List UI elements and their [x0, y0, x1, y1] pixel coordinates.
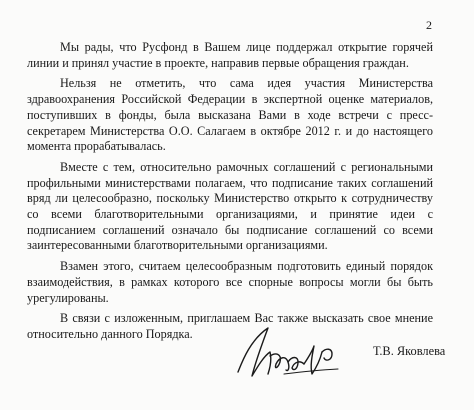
paragraph-invitation: В связи с изложенным, приглашаем Вас также высказать свое мнение относительно данного Порядка. [27, 311, 433, 341]
handwritten-signature [228, 322, 348, 382]
letter-body [27, 40, 433, 348]
paragraph-hotline: Мы рады, что Русфонд в Вашем лице поддержал открытие горячей линии и принял участие в проекте, направив первые обращения граждан. [27, 40, 433, 70]
paragraph-expert-review: Нельзя не отметить, что сама идея участия Министерства здравоохранения Российской Федерации в экспертной оценке материалов, поступивших в фонды, была высказана Вами в ходе встречи с пресс-секретарем Министерства О.О. Салагаем в октябре 2012 г. и до настоящего момента прорабатывалась. [27, 76, 433, 154]
paragraph-framework-agreements: Вместе с тем, относительно рамочных соглашений с региональными профильными министерствами полагаем, что подписание таких соглашений вряд ли целесообразно, поскольку Министерство открыто к сотрудничеству со всеми благотворительными организациями, и принятие идеи с подписанием соглашений означало бы подписание соглашений со всеми заинтересованными благотворительными организациями. [27, 159, 433, 253]
page-number: 2 [426, 18, 432, 32]
paragraph-unified-procedure: Взамен этого, считаем целесообразным подготовить единый порядок взаимодействия, в рамках которого все спорные вопросы могли бы быть урегулированы. [27, 259, 433, 305]
signatory-name: Т.В. Яковлева [373, 344, 446, 358]
